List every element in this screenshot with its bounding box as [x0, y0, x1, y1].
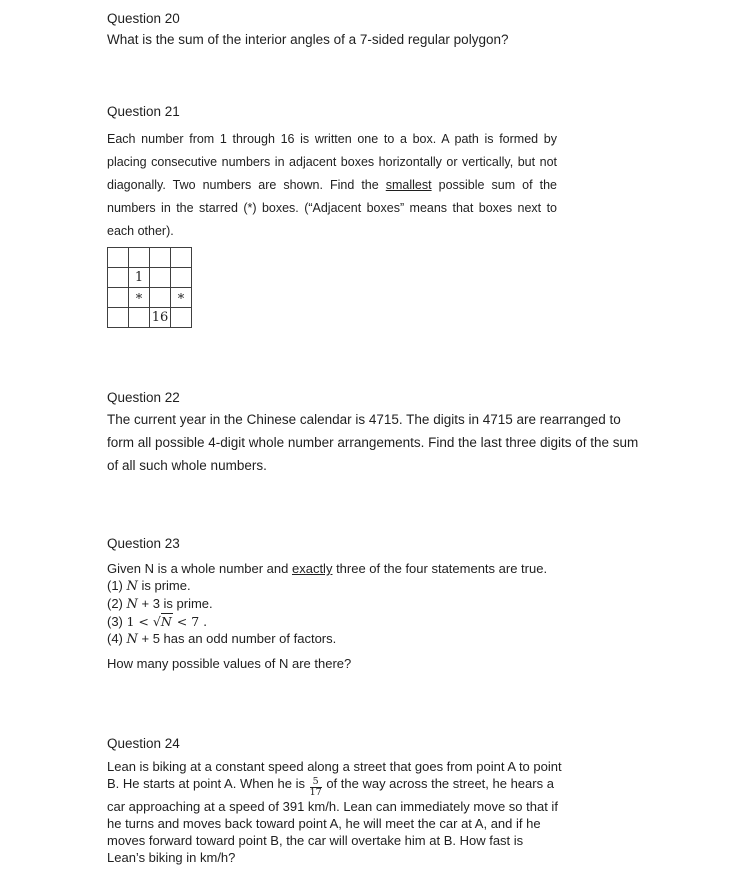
text-segment: + 5 has an odd number of factors. — [137, 631, 337, 646]
text-line — [107, 174, 557, 197]
grid-cell-star — [129, 288, 150, 308]
question-21-text — [107, 128, 557, 243]
text-line: moves forward toward point B, the car will overtake him at B. How fast is — [107, 833, 524, 848]
question-prompt: How many possible values of N are there? — [107, 656, 352, 671]
grid-cell-1: 1 — [129, 268, 150, 288]
statement-label: (3) — [107, 614, 127, 629]
radical-sign: √ — [152, 614, 161, 629]
grid-row — [108, 248, 192, 268]
grid-cell — [108, 288, 129, 308]
statement-label: (4) — [107, 631, 127, 646]
number-grid-table — [107, 247, 192, 328]
question-20-text: What is the sum of the interior angles of a 7-sided regular polygon? — [107, 32, 509, 47]
text-segment: of the way across the street, he hears a — [322, 776, 554, 791]
question-22-heading: Question 22 — [107, 390, 180, 405]
text-line: each other). — [107, 224, 174, 238]
fraction-denominator: 17 — [309, 787, 322, 798]
question-24-text — [107, 758, 562, 866]
text-line — [107, 560, 547, 577]
grid-row — [108, 288, 192, 308]
fraction-numerator: 5 — [312, 776, 319, 787]
text-segment: is prime. — [137, 578, 191, 593]
grid-cell — [129, 308, 150, 328]
text-segment: Given N is a whole number and — [107, 561, 292, 576]
question-23-text — [107, 560, 547, 672]
text-line: Lean is biking at a constant speed along a street that goes from point A to point — [107, 759, 562, 774]
statement-label: (2) — [107, 596, 127, 611]
grid-cell — [150, 248, 171, 268]
statement-3 — [107, 613, 547, 630]
statement-1 — [107, 577, 547, 595]
fraction-5-17 — [309, 777, 323, 798]
variable-n: N — [126, 632, 138, 647]
radicand-n: N — [160, 614, 172, 629]
question-20-section — [107, 8, 508, 50]
text-segment: + 3 is prime. — [137, 596, 213, 611]
statement-label: (1) — [107, 578, 127, 593]
grid-cell-16: 16 — [150, 308, 171, 328]
statement-4 — [107, 630, 547, 648]
variable-n: N — [126, 579, 138, 594]
question-21-section — [107, 101, 557, 328]
text-segment: diagonally. Two numbers are shown. Find the — [107, 178, 386, 192]
grid-cell — [150, 288, 171, 308]
text-segment: three of the four statements are true. — [332, 561, 548, 576]
question-22-text — [107, 408, 638, 477]
grid-cell — [171, 268, 192, 288]
text-line: car approaching at a speed of 391 km/h. Lean can immediately move so that if — [107, 799, 558, 814]
grid-cell — [171, 308, 192, 328]
text-segment: < 7 . — [172, 614, 208, 629]
grid-cell — [129, 248, 150, 268]
text-line: Lean’s biking in km/h? — [107, 850, 236, 865]
star-mark: * — [135, 292, 143, 307]
text-line: Each number from 1 through 16 is written one to a box. A path is formed by — [107, 132, 557, 146]
question-24-section — [107, 733, 562, 866]
text-segment: B. He starts at point A. When he is — [107, 776, 309, 791]
star-mark: * — [177, 292, 185, 307]
grid-cell — [108, 268, 129, 288]
variable-n: N — [126, 597, 138, 612]
grid-cell — [108, 308, 129, 328]
question-21-heading: Question 21 — [107, 104, 180, 119]
text-segment: 1 < — [126, 614, 153, 629]
grid-row — [108, 268, 192, 288]
text-line: The current year in the Chinese calendar is 4715. The digits in 4715 are rearranged to — [107, 412, 621, 427]
underlined-word: smallest — [385, 178, 432, 192]
text-line — [107, 775, 562, 798]
question-24-heading: Question 24 — [107, 736, 180, 751]
grid-cell — [150, 268, 171, 288]
text-line: form all possible 4-digit whole number arrangements. Find the last three digits of the sum — [107, 435, 639, 450]
text-line: numbers in the starred (*) boxes. (“Adjacent boxes” means that boxes next to — [107, 201, 557, 215]
underlined-word: exactly — [291, 561, 333, 576]
grid-cell-star — [171, 288, 192, 308]
question-23-heading: Question 23 — [107, 536, 180, 551]
text-line: he turns and moves back toward point A, he will meet the car at A, and if he — [107, 816, 541, 831]
statement-2 — [107, 595, 547, 613]
math-expression — [127, 613, 208, 629]
text-line: of all such whole numbers. — [107, 458, 267, 473]
grid-cell — [108, 248, 129, 268]
question-20-heading: Question 20 — [107, 11, 180, 26]
question-22-section — [107, 387, 638, 477]
question-23-section — [107, 533, 547, 672]
text-line: placing consecutive numbers in adjacent boxes horizontally or vertically, but not — [107, 155, 557, 169]
grid-cell — [171, 248, 192, 268]
grid-row — [108, 308, 192, 328]
text-segment: possible sum of the — [431, 178, 557, 192]
